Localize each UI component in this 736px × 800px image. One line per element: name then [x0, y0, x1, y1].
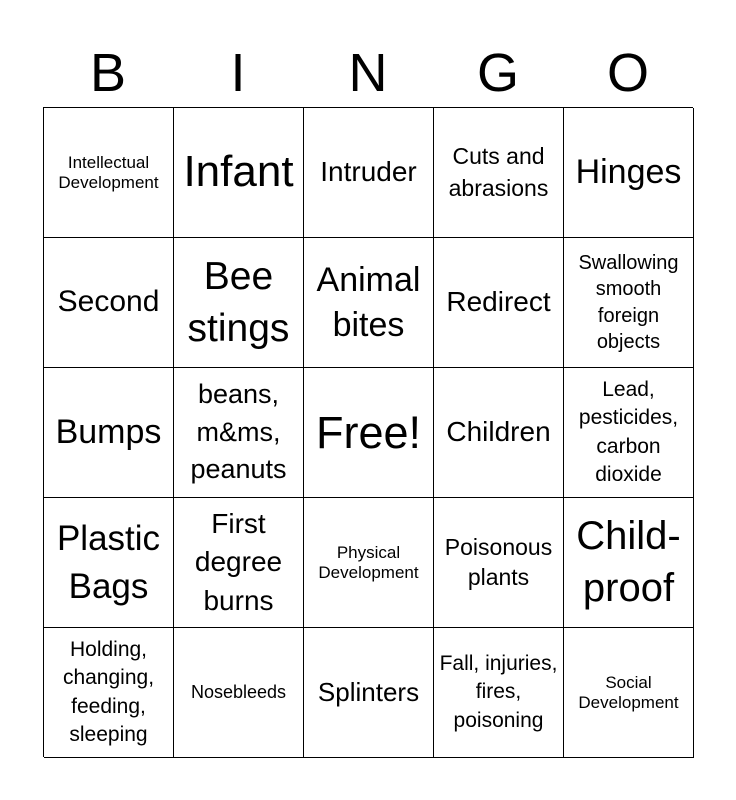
- bingo-cell[interactable]: Nosebleeds: [174, 628, 304, 758]
- bingo-cell[interactable]: Splinters: [304, 628, 434, 758]
- bingo-cell[interactable]: Physical Development: [304, 498, 434, 628]
- bingo-cell[interactable]: Child-proof: [564, 498, 694, 628]
- bingo-cell[interactable]: Redirect: [434, 238, 564, 368]
- header-letter-n: N: [348, 43, 388, 103]
- bingo-cell[interactable]: Animal bites: [304, 238, 434, 368]
- bingo-cell[interactable]: Infant: [174, 108, 304, 238]
- bingo-header: [43, 38, 693, 108]
- bingo-cell[interactable]: Hinges: [564, 108, 694, 238]
- bingo-cell[interactable]: First degree burns: [174, 498, 304, 628]
- bingo-cell[interactable]: Swallowing smooth foreign objects: [564, 238, 694, 368]
- bingo-cell[interactable]: Cuts and abrasions: [434, 108, 564, 238]
- bingo-cell[interactable]: Intellectual Development: [44, 108, 174, 238]
- bingo-cell[interactable]: Children: [434, 368, 564, 498]
- header-letter-g: G: [476, 43, 519, 103]
- header-letter-i: I: [230, 43, 246, 103]
- bingo-cell[interactable]: Social Development: [564, 628, 694, 758]
- bingo-cell[interactable]: Bee stings: [174, 238, 304, 368]
- bingo-cell[interactable]: Bumps: [44, 368, 174, 498]
- bingo-cell-free[interactable]: Free!: [304, 368, 434, 498]
- bingo-cell[interactable]: Second: [44, 238, 174, 368]
- bingo-cell[interactable]: Poisonous plants: [434, 498, 564, 628]
- header-letter-b: B: [89, 43, 127, 103]
- bingo-cell[interactable]: Fall, injuries, fires, poisoning: [434, 628, 564, 758]
- bingo-cell[interactable]: Plastic Bags: [44, 498, 174, 628]
- bingo-cell[interactable]: Holding, changing, feeding, sleeping: [44, 628, 174, 758]
- header-letter-o: O: [606, 43, 649, 103]
- bingo-cell[interactable]: beans, m&ms, peanuts: [174, 368, 304, 498]
- bingo-cell[interactable]: Lead, pesticides, carbon dioxide: [564, 368, 694, 498]
- bingo-board: [43, 107, 693, 757]
- bingo-cell[interactable]: Intruder: [304, 108, 434, 238]
